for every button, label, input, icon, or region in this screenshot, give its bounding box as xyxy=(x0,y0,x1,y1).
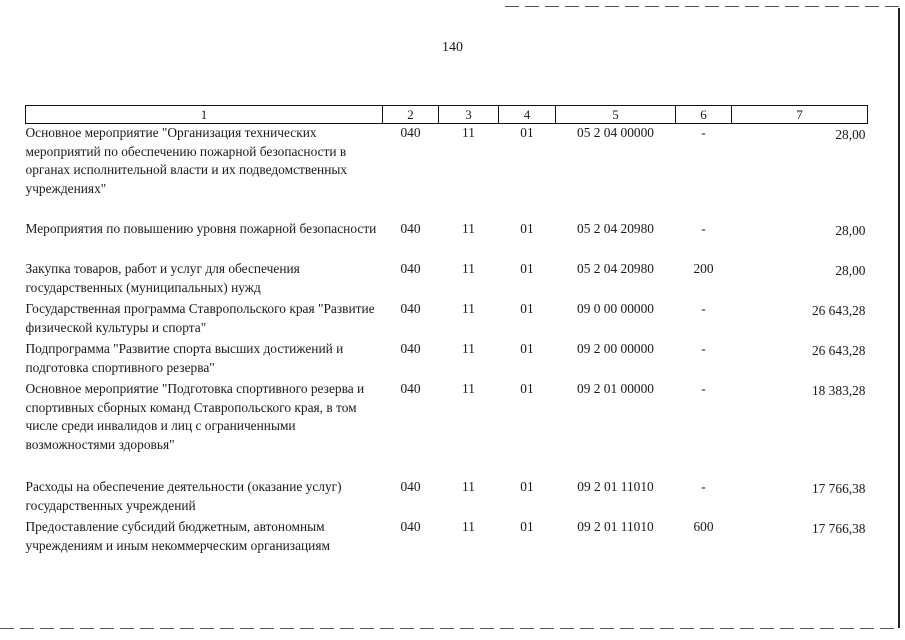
row-target-code: 05 2 04 20980 xyxy=(577,221,654,236)
row-section-code: 11 xyxy=(462,519,475,534)
table-row xyxy=(26,518,868,558)
row-amount: 26 643,28 xyxy=(811,303,866,318)
scan-edge-right xyxy=(898,8,900,628)
row-name: Государственная программа Ставропольского края "Развитие физической культуры и спорта" xyxy=(25,301,375,335)
scan-artifact-bottom xyxy=(0,628,900,629)
row-expense-type: - xyxy=(701,479,706,494)
row-target-code: 09 2 00 00000 xyxy=(577,341,654,356)
page-number: 140 xyxy=(442,40,463,55)
row-amount: 28,00 xyxy=(835,127,866,142)
header-row xyxy=(26,106,868,124)
row-admin-code: 040 xyxy=(400,341,421,356)
row-amount: 26 643,28 xyxy=(811,343,866,358)
row-subsection-code: 01 xyxy=(520,519,534,534)
row-subsection-code: 01 xyxy=(520,261,534,276)
row-section-code: 11 xyxy=(462,125,475,140)
table-row xyxy=(26,380,868,478)
row-name: Мероприятия по повышению уровня пожарной безопасности xyxy=(25,221,377,236)
row-section-code: 11 xyxy=(462,221,475,236)
row-expense-type: - xyxy=(701,341,706,356)
row-admin-code: 040 xyxy=(400,221,421,236)
row-expense-type: - xyxy=(701,301,706,316)
table-row xyxy=(26,340,868,380)
row-subsection-code: 01 xyxy=(520,479,534,494)
budget-table xyxy=(25,105,868,558)
row-admin-code: 040 xyxy=(400,125,421,140)
row-name: Основное мероприятие "Организация технических мероприятий по обеспечению пожарной безопасности в органах исполнительной власти и их подведомственных учреждениях" xyxy=(25,125,348,196)
header-col-2: 2 xyxy=(383,106,439,124)
row-target-code: 09 2 01 11010 xyxy=(577,479,654,494)
row-name: Закупка товаров, работ и услуг для обеспечения государственных (муниципальных) нужд xyxy=(25,261,300,295)
row-section-code: 11 xyxy=(462,301,475,316)
row-target-code: 05 2 04 00000 xyxy=(577,125,654,140)
row-target-code: 09 0 00 00000 xyxy=(577,301,654,316)
row-admin-code: 040 xyxy=(400,479,421,494)
row-target-code: 05 2 04 20980 xyxy=(577,261,654,276)
row-amount: 28,00 xyxy=(835,263,866,278)
table-row xyxy=(26,260,868,300)
row-admin-code: 040 xyxy=(400,519,421,534)
table-row xyxy=(26,300,868,340)
row-amount: 28,00 xyxy=(835,223,866,238)
row-amount: 18 383,28 xyxy=(811,383,866,398)
row-target-code: 09 2 01 00000 xyxy=(577,381,654,396)
row-amount: 17 766,38 xyxy=(811,521,866,536)
header-col-5: 5 xyxy=(556,106,676,124)
row-amount: 17 766,38 xyxy=(811,481,866,496)
row-section-code: 11 xyxy=(462,479,475,494)
row-expense-type: - xyxy=(701,381,706,396)
header-col-6: 6 xyxy=(676,106,732,124)
row-subsection-code: 01 xyxy=(520,301,534,316)
table-row xyxy=(26,220,868,260)
row-name: Основное мероприятие "Подготовка спортивного резерва и спортивных сборных команд Ставропольского края, в том числе среди инвалидов и лиц с ограниченными возможностями здоровья" xyxy=(25,381,365,452)
table-row xyxy=(26,124,868,221)
row-name: Расходы на обеспечение деятельности (оказание услуг) государственных учреждений xyxy=(25,479,342,513)
row-subsection-code: 01 xyxy=(520,125,534,140)
row-target-code: 09 2 01 11010 xyxy=(577,519,654,534)
row-expense-type: 600 xyxy=(693,519,714,534)
row-admin-code: 040 xyxy=(400,381,421,396)
header-col-4: 4 xyxy=(499,106,556,124)
row-section-code: 11 xyxy=(462,341,475,356)
scan-artifact-top xyxy=(505,6,900,7)
table-row xyxy=(26,478,868,518)
row-subsection-code: 01 xyxy=(520,381,534,396)
row-expense-type: - xyxy=(701,221,706,236)
row-expense-type: - xyxy=(701,125,706,140)
row-name: Предоставление субсидий бюджетным, автономным учреждениям и иным некоммерческим организациям xyxy=(25,519,330,553)
row-subsection-code: 01 xyxy=(520,221,534,236)
header-col-7: 7 xyxy=(732,106,868,124)
row-section-code: 11 xyxy=(462,261,475,276)
row-name: Подпрограмма "Развитие спорта высших достижений и подготовка спортивного резерва" xyxy=(25,341,344,375)
header-col-1: 1 xyxy=(26,106,383,124)
row-admin-code: 040 xyxy=(400,301,421,316)
header-col-3: 3 xyxy=(439,106,499,124)
row-section-code: 11 xyxy=(462,381,475,396)
row-admin-code: 040 xyxy=(400,261,421,276)
row-subsection-code: 01 xyxy=(520,341,534,356)
row-expense-type: 200 xyxy=(693,261,714,276)
